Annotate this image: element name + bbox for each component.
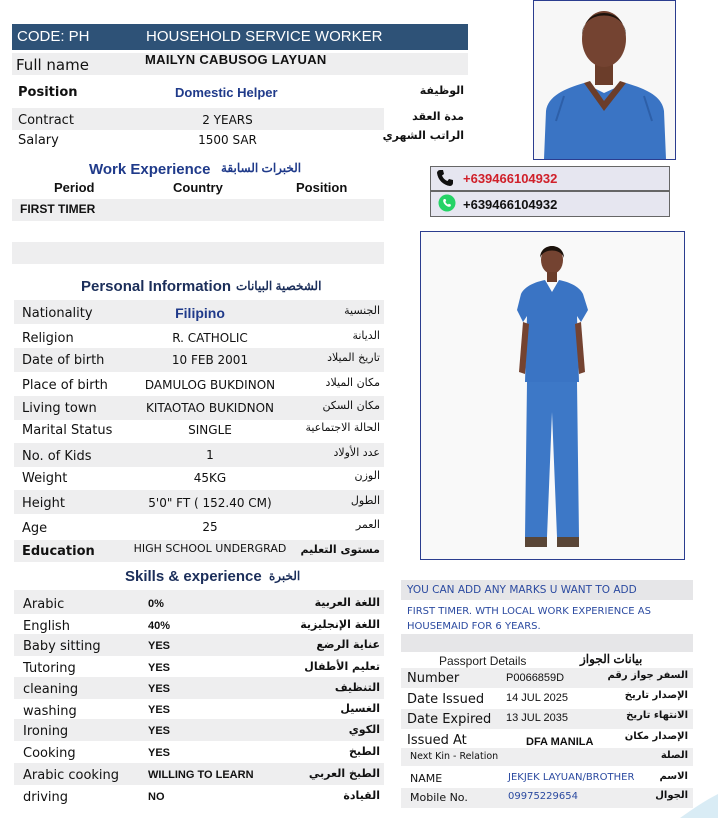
skill-cleaning-label: cleaning [23,682,79,697]
skill-arabic-cooking-ar: الطبخ العربي [308,767,380,780]
full-body-photo [420,231,685,560]
skill-arabic-label: Arabic [23,597,65,612]
religion-value: R. CATHOLIC [172,331,248,345]
next-kin-label: Next Kin - Relation [410,751,499,762]
skill-ironing-label: Ironing [23,724,69,739]
nationality-value: Filipino [175,305,225,321]
weight-ar: الوزن [354,469,380,482]
nationality-label: Nationality [22,306,93,321]
height-ar: الطول [350,494,380,507]
skill-babysitting-value: YES [148,640,171,652]
full-name-label: Full name [16,56,89,74]
position-header: Position [296,180,348,195]
religion-ar: الديانة [352,329,380,342]
skill-washing-label: washing [23,704,77,719]
page-title: HOUSEHOLD SERVICE WORKER [146,28,383,45]
marital-status-label: Marital Status [22,423,113,438]
skill-cooking-ar: الطبخ [348,745,380,758]
skill-tutoring-value: YES [148,662,171,674]
whatsapp-icon [438,194,456,212]
phone-icon [436,169,454,187]
position-value: Domestic Helper [175,85,278,100]
skill-babysitting-ar: عناية الرضع [316,638,380,651]
personal-title-ar: الشخصية البيانات [236,279,322,293]
education-ar: مستوى التعليم [300,543,380,556]
portrait-photo-image [534,1,675,159]
skill-english-label: English [23,619,70,634]
contract-label: Contract [18,113,74,128]
kin-mobile-value[interactable]: 09975229654 [508,791,578,802]
skill-arabic-value: 0% [148,598,164,610]
kin-mobile-ar: الجوال [655,790,688,801]
kin-name-ar: الاسم [659,771,688,782]
personal-title: Personal Information [81,278,232,295]
contract-ar: مدة العقد [412,110,464,123]
pob-value: DAMULOG BUKDINON [144,378,276,392]
weight-value: 45KG [193,471,227,485]
pob-ar: مكان الميلاد [325,376,380,389]
age-value: 25 [202,520,218,534]
kin-name-value: JEKJEK LAYUAN/BROTHER [508,772,635,783]
whatsapp-row[interactable] [430,191,670,217]
skills-title-ar: الخبرة [269,569,301,583]
weight-label: Weight [22,471,68,486]
passport-number-ar: السفر جواز رقم [607,670,688,681]
date-issued-label: Date Issued [407,692,485,707]
remarks-heading: YOU CAN ADD ANY MARKS U WANT TO ADD [407,584,637,596]
living-town-value: KITAOTAO BUKIDNON [146,401,274,415]
dob-ar: تاريخ الميلاد [327,351,380,364]
nationality-ar: الجنسية [344,304,380,317]
passport-number-value: P0066859D [506,672,565,684]
remarks-bottom-band [401,634,693,652]
phone-row[interactable] [430,166,670,191]
kids-ar: عدد الأولاد [333,446,380,459]
skill-ironing-value: YES [148,725,171,737]
full-body-photo-image [421,232,684,559]
skill-ironing-ar: الكوي [348,723,380,736]
skill-cleaning-ar: التنظيف [334,681,380,694]
skill-tutoring-ar: تعليم الأطفال [304,660,380,673]
skill-driving-value: NO [148,791,165,803]
passport-title: Passport Details [439,654,527,668]
dob-label: Date of birth [22,353,105,368]
skill-babysitting-label: Baby sitting [23,639,101,654]
period-header: Period [54,180,95,195]
work-experience-title-ar: الخبرات السابقة [221,161,302,175]
passport-number-label: Number [407,671,460,686]
country-header: Country [173,180,223,195]
salary-value: 1500 SAR [198,133,257,147]
skill-english-value: 40% [148,620,171,632]
date-expired-ar: الانتهاء تاريخ [626,710,688,721]
marital-status-value: SINGLE [188,423,232,437]
skill-washing-ar: الغسيل [340,702,380,715]
skill-tutoring-label: Tutoring [23,661,76,676]
skill-arabic-cooking-value: WILLING TO LEARN [148,769,254,781]
next-kin-ar: الصلة [660,750,688,761]
height-value: 5'0" FT ( 152.40 CM) [148,496,272,510]
skill-driving-label: driving [23,790,69,805]
skill-english-ar: اللغة الإنجليزية [300,618,380,631]
age-ar: العمر [355,518,380,531]
code-label: CODE: PH [17,28,90,45]
salary-ar: الراتب الشهري [382,129,464,142]
salary-label: Salary [18,133,59,148]
marital-status-ar: الحالة الاجتماعية [305,421,380,434]
position-label: Position [18,85,78,100]
religion-label: Religion [22,331,74,346]
kin-mobile-label: Mobile No. [410,791,468,804]
kin-name-label: NAME [410,772,443,785]
dob-value: 10 FEB 2001 [171,353,249,367]
kids-value: 1 [206,448,214,462]
remarks-text: FIRST TIMER. WTH LOCAL WORK EXPERIENCE AS HOUSEMAID FOR 6 YEARS. [407,606,651,632]
height-label: Height [22,496,65,511]
date-issued-ar: الإصدار تاريخ [624,690,688,701]
skill-driving-ar: القيادة [343,789,380,802]
issued-at-label: Issued At [407,733,467,748]
skill-cooking-value: YES [148,747,171,759]
portrait-photo [533,0,676,160]
title-bar [12,24,468,50]
corner-decoration [680,790,718,818]
skill-cleaning-value: YES [148,683,171,695]
full-name-value: MAILYN CABUSOG LAYUAN [145,52,327,67]
kids-label: No. of Kids [22,449,92,464]
skill-arabic-ar: اللغة العربية [314,596,380,609]
living-town-label: Living town [22,401,97,416]
education-label: Education [22,544,95,559]
age-label: Age [22,521,48,536]
contract-value: 2 YEARS [202,113,253,127]
skill-washing-value: YES [148,704,171,716]
issued-at-value: DFA MANILA [526,736,594,748]
living-town-ar: مكان السكن [322,399,380,412]
date-expired-value: 13 JUL 2035 [506,712,568,724]
experience-row-empty [12,242,384,264]
whatsapp-number[interactable]: +639466104932 [463,197,558,212]
date-expired-label: Date Expired [407,712,492,727]
passport-title-ar: بيانات الجواز [580,652,643,666]
education-value: HIGH SCHOOL UNDERGRAD [133,542,287,555]
phone-number[interactable]: +639466104932 [463,171,558,186]
issued-at-ar: الإصدار مكان [624,731,688,742]
position-ar: الوظيفة [419,84,464,97]
experience-period: FIRST TIMER [20,202,96,216]
work-experience-title: Work Experience [89,161,211,178]
skills-title: Skills & experience [125,568,262,585]
skill-cooking-label: Cooking [23,746,76,761]
date-issued-value: 14 JUL 2025 [506,692,568,704]
pob-label: Place of birth [22,378,108,393]
skill-arabic-cooking-label: Arabic cooking [23,768,120,783]
